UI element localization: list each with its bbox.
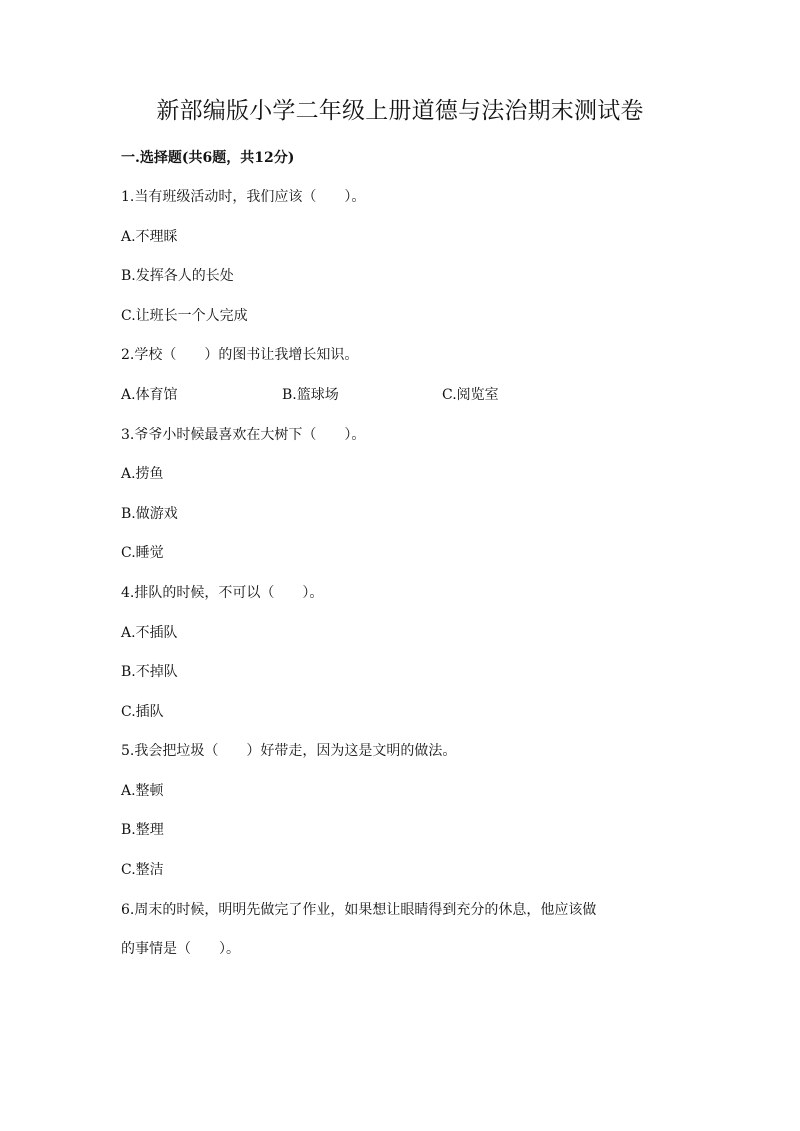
question-3-option-c: C.睡觉 — [121, 545, 164, 561]
question-5-stem: 5.我会把垃圾（ ）好带走，因为这是文明的做法。 — [121, 743, 457, 759]
question-3-stem: 3.爷爷小时候最喜欢在大树下（ ）。 — [121, 427, 366, 443]
section-heading: 一.选择题(共6题，共12分) — [121, 150, 295, 166]
question-4-stem: 4.排队的时候，不可以（ ）。 — [121, 585, 324, 601]
question-1-option-b: B.发挥各人的长处 — [121, 268, 234, 284]
question-6-stem-line-2: 的事情是（ ）。 — [121, 941, 240, 957]
question-4-option-c: C.插队 — [121, 704, 164, 720]
question-1-option-c: C.让班长一个人完成 — [121, 308, 248, 324]
question-6-stem-line-1: 6.周末的时候，明明先做完了作业，如果想让眼睛得到充分的休息，他应该做 — [121, 902, 597, 918]
question-1-option-a: A.不理睬 — [121, 229, 178, 245]
question-5-option-c: C.整洁 — [121, 862, 164, 878]
question-2-stem: 2.学校（ ）的图书让我增长知识。 — [121, 347, 359, 363]
question-2-option-a: A.体育馆 — [121, 387, 178, 403]
question-5-option-a: A.整顿 — [121, 783, 164, 799]
question-4-option-b: B.不掉队 — [121, 664, 178, 680]
question-4-option-a: A.不插队 — [121, 625, 178, 641]
question-2-option-c: C.阅览室 — [442, 387, 499, 403]
question-5-option-b: B.整理 — [121, 822, 164, 838]
question-1-stem: 1.当有班级活动时，我们应该（ ）。 — [121, 189, 366, 205]
question-2-option-b: B.篮球场 — [282, 387, 339, 403]
document-title: 新部编版小学二年级上册道德与法治期末测试卷 — [156, 98, 644, 124]
question-3-option-b: B.做游戏 — [121, 506, 178, 522]
question-3-option-a: A.捞鱼 — [121, 466, 164, 482]
